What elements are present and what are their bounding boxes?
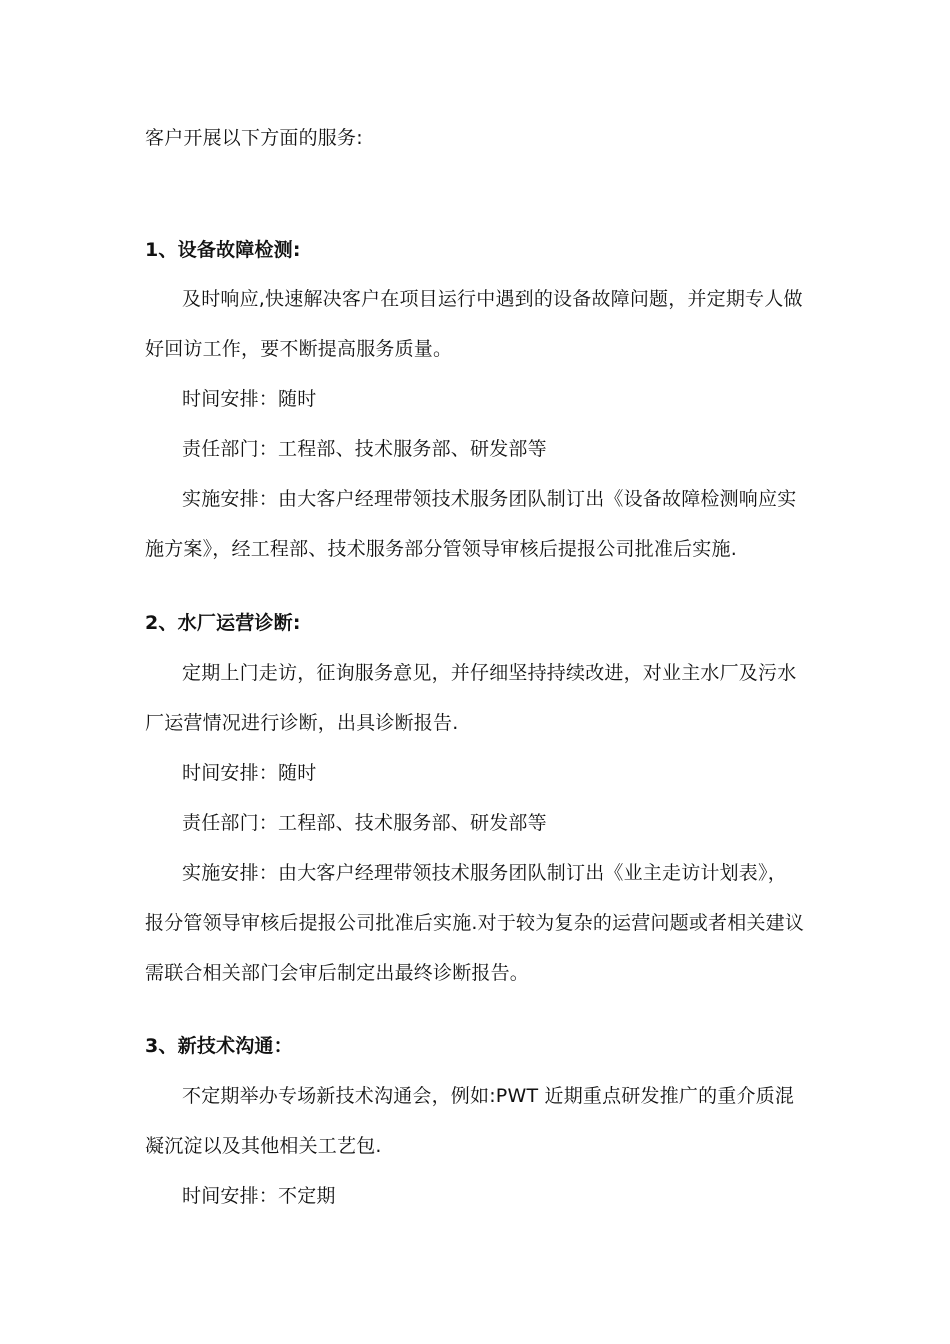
section-1-desc-line1: 及时响应,快速解决客户在项目运行中遇到的设备故障问题，并定期专人做 xyxy=(182,288,803,310)
section-2-impl-line2: 报分管领导审核后提报公司批准后实施.对于较为复杂的运营问题或者相关建议 xyxy=(145,912,805,934)
section-1-dept: 责任部门：工程部、技术服务部、研发部等 xyxy=(182,438,547,460)
section-1-impl-line2: 施方案》，经工程部、技术服务部分管领导审核后提报公司批准后实施. xyxy=(145,538,737,560)
section-2-impl-line1: 实施安排：由大客户经理带领技术服务团队制订出《业主走访计划表》， xyxy=(182,862,787,884)
section-2-heading: 2、水厂运营诊断: xyxy=(145,612,301,634)
section-2-desc-line2: 厂运营情况进行诊断，出具诊断报告. xyxy=(145,712,459,734)
section-3-desc-line1: 不定期举办专场新技术沟通会，例如:PWT 近期重点研发推广的重介质混 xyxy=(182,1085,795,1107)
section-1-impl-line1: 实施安排：由大客户经理带领技术服务团队制订出《设备故障检测响应实 xyxy=(182,488,797,510)
section-2-impl-line3: 需联合相关部门会审后制定出最终诊断报告。 xyxy=(145,962,530,984)
section-2-dept: 责任部门：工程部、技术服务部、研发部等 xyxy=(182,812,547,834)
section-2-time: 时间安排：随时 xyxy=(182,762,317,784)
section-2-desc-line1: 定期上门走访，征询服务意见，并仔细坚持持续改进，对业主水厂及污水 xyxy=(182,662,797,684)
intro-text: 客户开展以下方面的服务: xyxy=(145,127,363,149)
section-1-time: 时间安排：随时 xyxy=(182,388,317,410)
section-1-heading: 1、设备故障检测: xyxy=(145,239,301,261)
section-3-desc-line2: 凝沉淀以及其他相关工艺包. xyxy=(145,1135,382,1157)
section-1-desc-line2: 好回访工作，要不断提高服务质量。 xyxy=(145,338,453,360)
section-3-time: 时间安排：不定期 xyxy=(182,1185,336,1207)
section-3-heading: 3、新技术沟通： xyxy=(145,1035,293,1057)
